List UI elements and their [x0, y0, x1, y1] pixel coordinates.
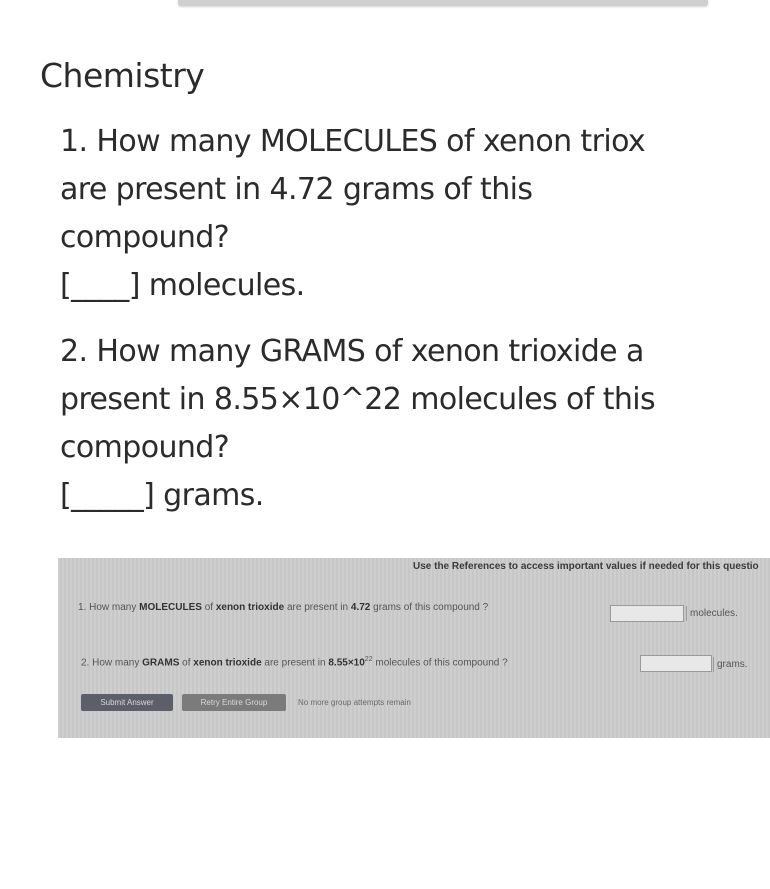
question-2-line: 2. How many GRAMS of xenon trioxide a — [60, 334, 644, 369]
embedded-question-screenshot — [58, 558, 770, 738]
question-2-line: compound? — [60, 430, 230, 465]
grams-answer-input[interactable] — [640, 655, 712, 672]
references-note: Use the References to access important values if needed for this questio — [413, 561, 759, 572]
question-1-answer-line: [____] molecules. — [60, 268, 305, 303]
question-1-line: are present in 4.72 grams of this — [60, 172, 533, 207]
question-2 — [60, 328, 770, 520]
attempts-remaining-text: No more group attempts remain — [298, 698, 411, 707]
question-1-line: 1. How many MOLECULES of xenon triox — [60, 124, 646, 159]
molecules-answer-input[interactable] — [610, 605, 684, 622]
subject-heading: Chemistry — [40, 56, 205, 95]
grams-unit-label: grams. — [713, 657, 748, 672]
screenshot-question-2: 2. How many GRAMS of xenon trioxide are present in $8.55\times 10^{22}$ molecules of this compound ? — [81, 656, 508, 669]
retry-entire-group-button[interactable]: Retry Entire Group — [182, 694, 286, 711]
question-2-line: present in 8.55×10^22 molecules of this — [60, 382, 656, 417]
molecules-unit-label: molecules. — [686, 606, 738, 621]
top-scroll-bar — [178, 0, 708, 6]
question-1-line: compound? — [60, 220, 230, 255]
question-1 — [60, 118, 770, 310]
submit-answer-button[interactable]: Submit Answer — [81, 694, 173, 711]
screenshot-question-1: 1. How many MOLECULES of xenon trioxide are present in 4.72 grams of this compound ? — [78, 602, 489, 613]
question-2-answer-line: [_____] grams. — [60, 478, 264, 513]
